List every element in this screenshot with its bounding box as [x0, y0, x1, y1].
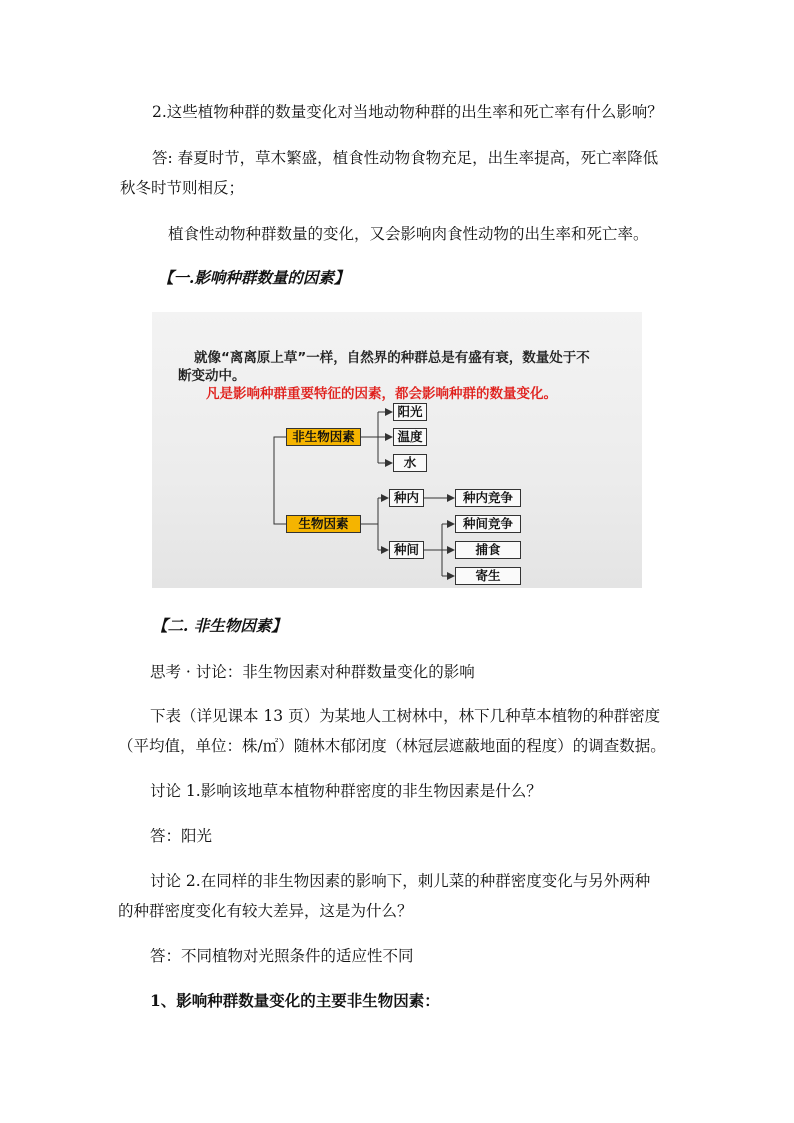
answer-line-2: 秋冬时节则相反；	[120, 179, 245, 197]
biotic-factors-box: 生物因素	[286, 515, 361, 533]
interspecific-competition-box: 种间竞争	[455, 515, 521, 533]
answer-line-1: 答: 春夏时节，草木繁盛，植食性动物食物充足，出生率提高，死亡率降低	[152, 149, 659, 167]
answer-1: 答：阳光	[150, 827, 213, 845]
figure-intro-line-2: 断变动中。	[178, 368, 246, 384]
table-description-line-1: 下表（详见课本 13 页）为某地人工树林中，林下几种草本植物的种群密度	[150, 707, 661, 725]
parasitism-box: 寄生	[455, 567, 521, 585]
heading-1: 1、影响种群数量变化的主要非生物因素：	[150, 991, 440, 1010]
discussion-2-line-1: 讨论 2.在同样的非生物因素的影响下，刺儿菜的种群密度变化与另外两种	[150, 872, 651, 890]
intraspecific-competition-box: 种内竞争	[455, 489, 521, 507]
interspecific-box: 种间	[389, 541, 424, 559]
sunlight-box: 阳光	[393, 403, 427, 421]
think-discuss: 思考 · 讨论：非生物因素对种群数量变化的影响	[150, 663, 475, 681]
figure-highlight: 凡是影响种群重要特征的因素，都会影响种群的数量变化。	[206, 386, 557, 402]
table-description-line-2: （平均值，单位：株/㎡）随林木郁闭度（林冠层遮蔽地面的程度）的调查数据。	[118, 737, 666, 755]
intraspecific-box: 种内	[389, 489, 424, 507]
discussion-2-line-2: 的种群密度变化有较大差异，这是为什么？	[118, 902, 413, 920]
section-heading-2: 【二. 非生物因素】	[152, 616, 287, 635]
figure-intro-line-1: 就像“离离原上草”一样，自然界的种群总是有盛有衰，数量处于不	[194, 350, 590, 366]
factors-diagram	[152, 312, 642, 588]
temperature-box: 温度	[393, 428, 427, 446]
section-heading-1: 【一.影响种群数量的因素】	[158, 268, 350, 287]
answer-line-3: 植食性动物种群数量的变化，又会影响肉食性动物的出生率和死亡率。	[168, 225, 649, 243]
question-2: 2.这些植物种群的数量变化对当地动物种群的出生率和死亡率有什么影响？	[152, 103, 663, 121]
water-box: 水	[393, 454, 427, 472]
answer-2: 答：不同植物对光照条件的适应性不同	[150, 947, 414, 965]
discussion-1: 讨论 1.影响该地草本植物种群密度的非生物因素是什么？	[150, 782, 542, 800]
predation-box: 捕食	[455, 541, 521, 559]
abiotic-factors-box: 非生物因素	[286, 428, 361, 446]
